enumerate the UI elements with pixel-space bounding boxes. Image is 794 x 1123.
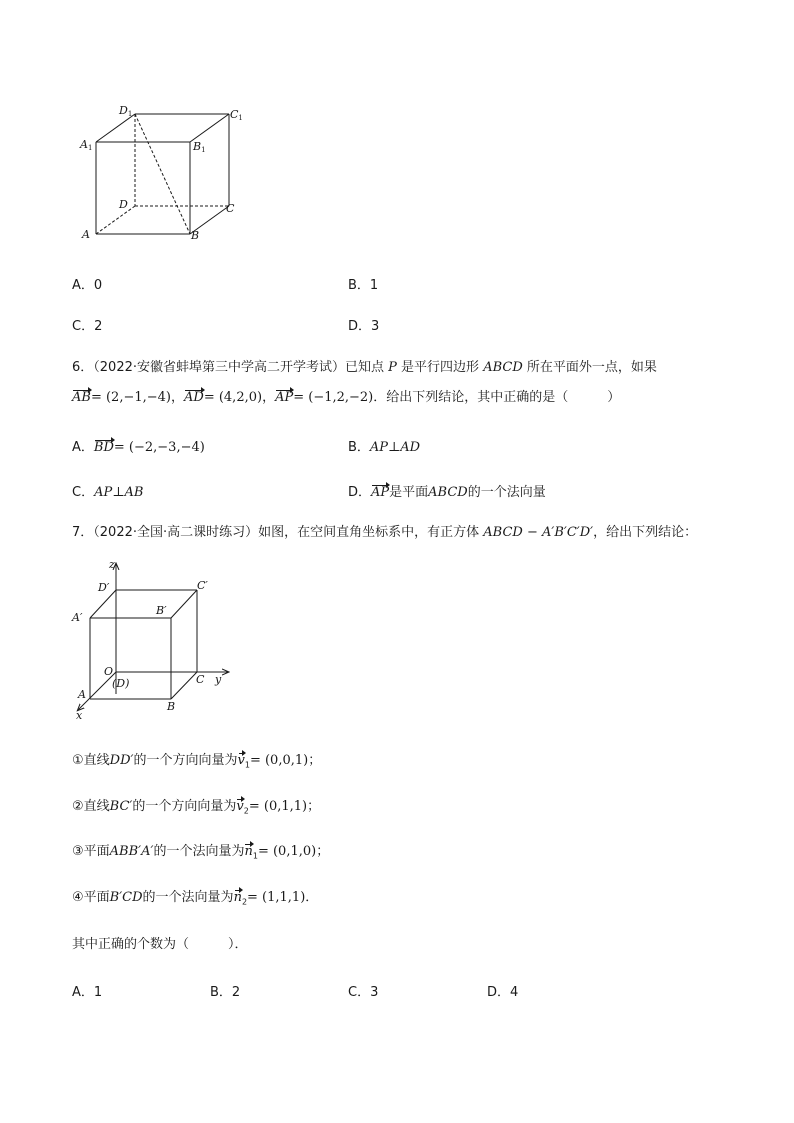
q7-statement-1: ①直线DD′的一个方向向量为$v_1= (0,0,1)$； xyxy=(72,753,322,770)
q6-option-c: C．AP⊥AB xyxy=(72,485,144,500)
q7-statement-4: ④平面B′CD的一个法向量为$n_2= (1,1,1)$． xyxy=(72,890,319,907)
axis-label-y: y xyxy=(215,673,222,686)
q7-stem: 7．（2022·全国·高二课时练习）如图，在空间直角坐标系中，有正方体 ABCD − A′B′C′D′，给出下列结论： xyxy=(72,525,698,540)
label-C: C xyxy=(226,202,235,215)
label-D: D xyxy=(119,198,128,211)
label-O: O xyxy=(104,665,114,678)
q6-option-a: A．BD= (−2,−3,−4) xyxy=(72,440,205,455)
q7-option-c: C．3 xyxy=(348,985,379,1000)
q7-statement-3: ③平面ABB′A′的一个法向量为$n_1= (0,1,0)$； xyxy=(72,844,330,861)
cube-figure-1 xyxy=(76,100,246,245)
vector-AP: AP xyxy=(275,390,294,405)
q7-option-b: B．2 xyxy=(210,985,241,1000)
q7-statement-2: ②直线BC′的一个方向向量为$v_2= (0,1,1)$； xyxy=(72,799,321,816)
label-D1: D1 xyxy=(119,104,133,118)
label-Cprime: C′ xyxy=(197,579,208,592)
label-Aprime: A′ xyxy=(72,611,83,624)
label-Dprime: D′ xyxy=(98,581,110,594)
q5-option-c: C．2 xyxy=(72,319,103,334)
q7-number: 7． xyxy=(72,525,94,540)
axis-label-z: z xyxy=(109,558,115,571)
vector-AB: AB xyxy=(72,390,91,405)
q5-option-b: B．1 xyxy=(348,278,379,293)
axis-label-x: x xyxy=(76,709,83,722)
q7-option-a: A．1 xyxy=(72,985,103,1000)
label-B1: B1 xyxy=(193,140,206,154)
label-A1: A1 xyxy=(80,138,93,152)
cube-figure-2 xyxy=(70,558,240,723)
q5-option-a: A．0 xyxy=(72,278,103,293)
q6-stem-line2: AB= (2,−1,−4)，AD= (4,2,0)，AP= (−1,2,−2)．给出下列结论，其中正确的是（ ） xyxy=(72,390,621,405)
label-D-paren: (D) xyxy=(112,677,130,690)
q5-option-d: D．3 xyxy=(348,319,380,334)
q6-option-d: D．AP是平面ABCD的一个法向量 xyxy=(348,485,546,500)
label-C: C xyxy=(196,673,205,686)
q7-source: （2022·全国·高二课时练习） xyxy=(93,525,259,540)
label-B: B xyxy=(191,229,200,242)
q6-source: （2022·安徽省蚌埠第三中学高二开学考试） xyxy=(93,360,345,375)
label-Bprime: B′ xyxy=(156,604,167,617)
vector-AD: AD xyxy=(184,390,204,405)
label-C1: C1 xyxy=(230,108,243,122)
q6-number: 6． xyxy=(72,360,94,375)
label-A: A xyxy=(82,228,90,241)
q6-option-b: B．AP⊥AD xyxy=(348,440,421,455)
q7-option-d: D．4 xyxy=(487,985,519,1000)
q7-question: 其中正确的个数为（ ）． xyxy=(72,937,248,952)
q6-stem-line1: 6．（2022·安徽省蚌埠第三中学高二开学考试）已知点 P 是平行四边形 ABCD 所在平面外一点，如果 xyxy=(72,360,657,375)
label-B: B xyxy=(167,700,176,713)
label-A: A xyxy=(78,688,86,701)
